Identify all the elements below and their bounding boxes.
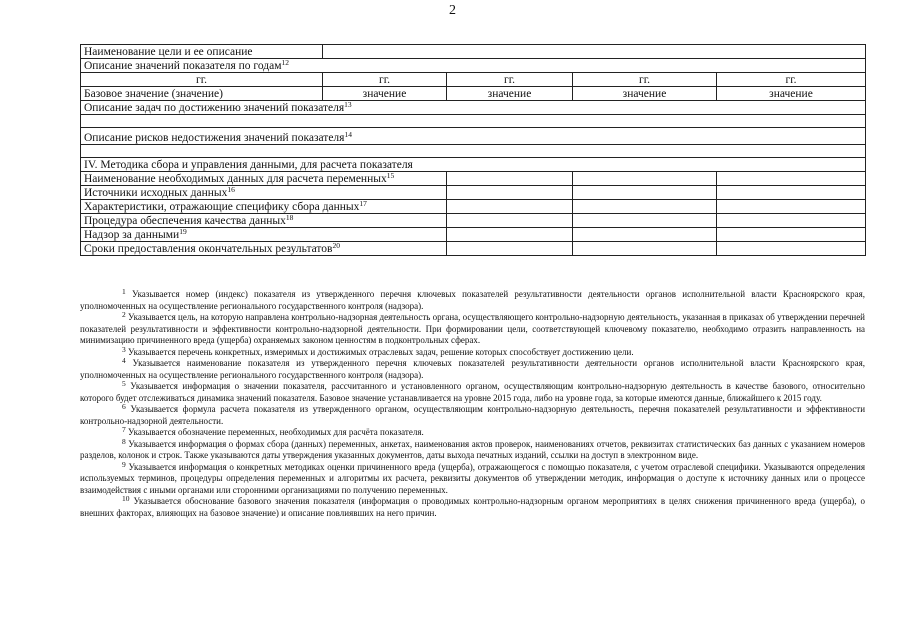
- data-row-cell[interactable]: [447, 214, 573, 228]
- data-row-cell[interactable]: [573, 228, 717, 242]
- value-cell: значение: [573, 87, 717, 101]
- value-cell: значение: [717, 87, 866, 101]
- goal-name-value[interactable]: [323, 45, 866, 59]
- data-row-cell[interactable]: [717, 186, 866, 200]
- data-row-cell[interactable]: [717, 172, 866, 186]
- data-row-label: Наименование необходимых данных для расчета переменных$^{15}$: [81, 172, 447, 186]
- year-header-cell: гг.: [81, 73, 323, 87]
- goal-name-label: Наименование цели и ее описание: [81, 45, 323, 59]
- data-row-label: Источники исходных данных$^{16}$: [81, 186, 447, 200]
- data-row-cell[interactable]: [573, 242, 717, 256]
- indicator-passport-table: [80, 44, 866, 256]
- page-number: 2: [449, 3, 456, 18]
- data-row-label: Процедура обеспечения качества данных$^{18}$: [81, 214, 447, 228]
- data-row-cell[interactable]: [447, 200, 573, 214]
- data-row-cell[interactable]: [717, 242, 866, 256]
- year-header-cell: гг.: [323, 73, 447, 87]
- year-header-cell: гг.: [717, 73, 866, 87]
- data-row-cell[interactable]: [447, 172, 573, 186]
- indicator-values-label: Описание значений показателя по годам$^{12}$: [81, 59, 866, 73]
- data-row-label: Характеристики, отражающие специфику сбора данных$^{17}$: [81, 200, 447, 214]
- data-row-cell[interactable]: [573, 214, 717, 228]
- footnote: $^3$ Указывается перечень конкретных, измеримых и достижимых отраслевых задач, решение которых способствует достижению цели.: [122, 344, 634, 357]
- footnote: $^7$ Указывается обозначение переменных, необходимых для расчёта показателя.: [122, 425, 424, 437]
- data-row-cell[interactable]: [573, 200, 717, 214]
- footnote: $^5$ Указывается информация о значении показателя, рассчитанного и установленного органом, осуществляющим контрольно-надзорную деятельность в качестве базового, относительно которого будет отслеживаться динамика значений показателя. Базовое значение устанавливается на уровне 2015 года, либо на уровне года, за которые имеются данные, ближайшего к 2015 году.: [80, 379, 865, 403]
- data-row-cell[interactable]: [573, 186, 717, 200]
- tasks-label: Описание задач по достижению значений показателя$^{13}$: [81, 101, 866, 115]
- footnote: $^2$ Указывается цель, на которую направлена контрольно-надзорная деятельность органа, осуществляющего контрольно-надзорную деятельность, указанная в приказах об утверждении перечней показателей результативности и эффективности контрольно-надзорной деятельности. При формировании цели, соответствующей ключевому показателю, необходимо отразить направленность на минимизацию причиненного вреда (ущерба) охраняемых законом ценностям в подконтрольных сферах.: [80, 310, 866, 345]
- footnote: $^{10}$ Указывается обоснование базового значения показателя (информация о проводимых контрольно-надзорным органом мероприятиях в целях снижения причиненного вреда (ущерба), о внешних факторах, влияющих на базовое значение) и описание повлиявших на него причин.: [80, 494, 865, 518]
- footnote: $^4$ Указывается наименование показателя из утвержденного перечня ключевых показателей результативности деятельности органов исполнительной власти Красноярского края, уполномоченных на осуществление регионального государственного контроля (надзора).: [80, 356, 866, 380]
- footnote: $^8$ Указывается информация о формах сбора (данных) переменных, анкетах, наименования актов проверок, наименованиях отчетов, реквизитах статистических баз данных с указанием номеров разделов, колонок и строк. Также указываются даты утверждения указанных документов, даты выхода печатных изданий, ссылки на доступ в электронном виде.: [80, 436, 865, 460]
- section-iv-heading: IV. Методика сбора и управления данными, для расчета показателя: [81, 158, 866, 172]
- risks-value[interactable]: [81, 145, 866, 158]
- year-header-cell: гг.: [447, 73, 573, 87]
- footnote: $^9$ Указывается информация о конкретных методиках оценки причиненного вреда (ущерба), отражающегося с помощью показателя, с учетом отраслевой специфики. Указываются определения используемых терминов, процедуры определения переменных и алгоритмы их расчета, реквизиты документов об утверждении методик, информация о доступе к источнику данных или о процессе взаимодействия с иными органами или сторонними организациями по получению переменных.: [80, 459, 866, 495]
- data-row-cell[interactable]: [573, 172, 717, 186]
- data-row-cell[interactable]: [717, 228, 866, 242]
- footnotes: [80, 289, 865, 519]
- data-row-cell[interactable]: [447, 242, 573, 256]
- data-row-cell[interactable]: [447, 228, 573, 242]
- risks-label: Описание рисков недостижения значений показателя$^{14}$: [81, 128, 866, 145]
- base-value-label: Базовое значение (значение): [81, 87, 323, 101]
- footnote: $^6$ Указывается формула расчета показателя из утвержденного органом, осуществляющим контрольно-надзорную деятельность, перечня показателей результативности и эффективности контрольно-надзорной деятельности.: [80, 402, 866, 426]
- data-row-cell[interactable]: [717, 214, 866, 228]
- year-header-cell: гг.: [573, 73, 717, 87]
- data-row-label: Сроки предоставления окончательных результатов$^{20}$: [81, 242, 447, 256]
- data-row-label: Надзор за данными$^{19}$: [81, 228, 447, 242]
- tasks-value[interactable]: [81, 115, 866, 128]
- value-cell: значение: [447, 87, 573, 101]
- footnote: $^1$ Указывается номер (индекс) показателя из утвержденного перечня ключевых показателей результативности деятельности органов исполнительной власти Красноярского края, уполномоченных на осуществление регионального государственного контроля (надзора).: [80, 287, 865, 311]
- data-row-cell[interactable]: [717, 200, 866, 214]
- value-cell: значение: [323, 87, 447, 101]
- data-row-cell[interactable]: [447, 186, 573, 200]
